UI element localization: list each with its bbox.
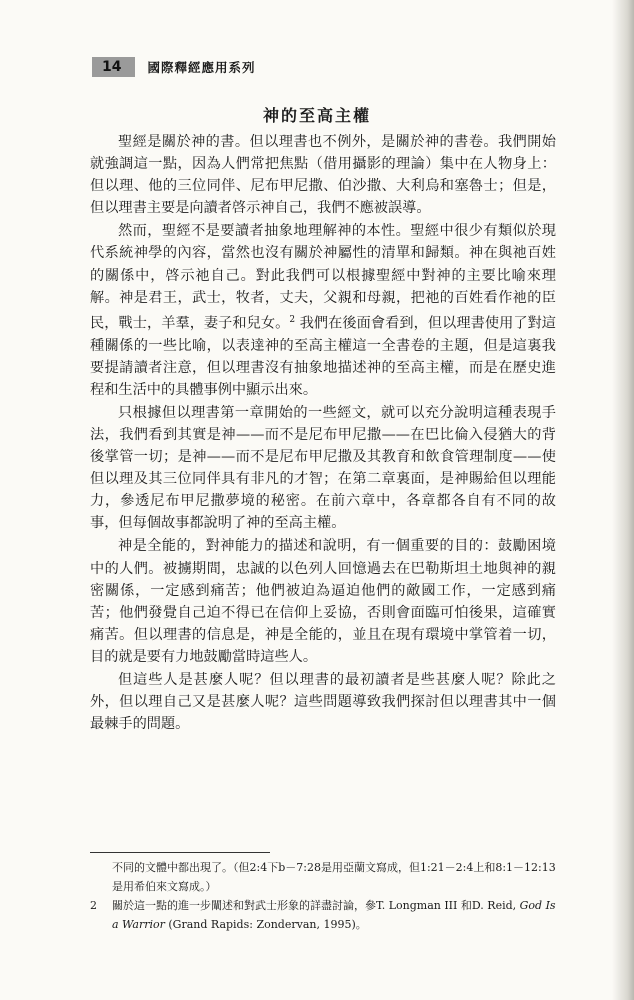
paragraph: 聖經是關於神的書。但以理書也不例外，是關於神的書卷。我們開始就強調這一點，因為人們常把焦點（借用攝影的理論）集中在人物身上：但以理、他的三位同伴、尼布甲尼撒、伯沙撒、大利烏和塞魯士；但是，但以理書主要是向讀者啓示神自己，我們不應被誤導。 <box>90 134 556 217</box>
paragraph: 但這些人是甚麼人呢？但以理書的最初讀者是些甚麼人呢？除此之外，但以理自己又是甚麼人呢？這些問題導致我們探討但以理書其中一個最棘手的問題。 <box>90 671 556 733</box>
footnote-2 <box>90 896 560 934</box>
book-title: God Is a Warrior <box>112 899 556 931</box>
footnote-text-part: 關於這一點的進一步闡述和對武士形象的詳盡討論，參T. Longman III 和D. Reid, <box>112 899 520 912</box>
footnote-ref: 2 <box>289 314 296 325</box>
running-header <box>92 54 256 80</box>
footnote-text <box>112 896 560 934</box>
footnote-continued: 不同的文體中都出現了。（但2:4下b－7:28是用亞蘭文寫成，但1:21－2:4上和8:1－12:13是用希伯來文寫成。） <box>112 861 556 893</box>
paragraph <box>90 220 556 400</box>
footnote-divider <box>90 852 270 853</box>
paragraph: 神是全能的，對神能力的描述和說明，有一個重要的目的：鼓勵困境中的人們。被擄期間，忠誠的以色列人回憶過去在巴勒斯坦土地與神的親密關係，一定感到痛苦；他們被迫為逼迫他們的敵國工作，一定感到痛苦；他們發覺自己迫不得已在信仰上妥協，否則會面臨可怕後果，這確實痛苦。但以理書的信息是，神是全能的，並且在現有環境中掌管着一切，目的就是要有力地鼓勵當時這些人。 <box>90 538 556 665</box>
footnote-publisher: (Grand Rapids: Zondervan, 1995)。 <box>164 918 367 931</box>
footnotes <box>90 858 560 934</box>
paragraph-text: 然而，聖經不是要讀者抽象地理解神的本性。聖經中很少有類似於現代系統神學的內容，當然也沒有關於神屬性的清單和歸類。神在與祂百姓的關係中，啓示祂自己。對此我們可以根據聖經中對神的主要比喻來理解。神是君王，武士，牧者，丈夫，父親和母親，把祂的百姓看作祂的臣民，戰士，羊羣，妻子和兒女。 <box>90 223 556 332</box>
footnote-number: 2 <box>90 899 97 912</box>
paragraph-text: 我們在後面會看到，但以理書使用了對這種關係的一些比喻，以表達神的至高主權這一全書卷的主題，但是這裏我要提請讀者注意，但以理書沒有抽象地描述神的至高主權，而是在歷史進程和生活中的具體事例中顯示出來。 <box>90 315 556 398</box>
body-text <box>90 131 556 735</box>
section-title: 神的至高主權 <box>262 106 371 125</box>
page-edge-shadow <box>612 0 634 1000</box>
series-title: 國際釋經應用系列 <box>147 60 256 75</box>
page-number: 14 <box>92 57 135 77</box>
paragraph: 只根據但以理書第一章開始的一些經文，就可以充分說明這種表現手法，我們看到其實是神——而不是尼布甲尼撒——在巴比倫入侵猶大的背後掌管一切；是神——而不是尼布甲尼撒及其教育和飲食管理制度——使但以理及其三位同伴具有非凡的才智；在第二章裏面，是神賜給但以理能力，參透尼布甲尼撒夢境的秘密。在前六章中，各章都各自有不同的故事，但每個故事都說明了神的至高主權。 <box>90 404 556 532</box>
